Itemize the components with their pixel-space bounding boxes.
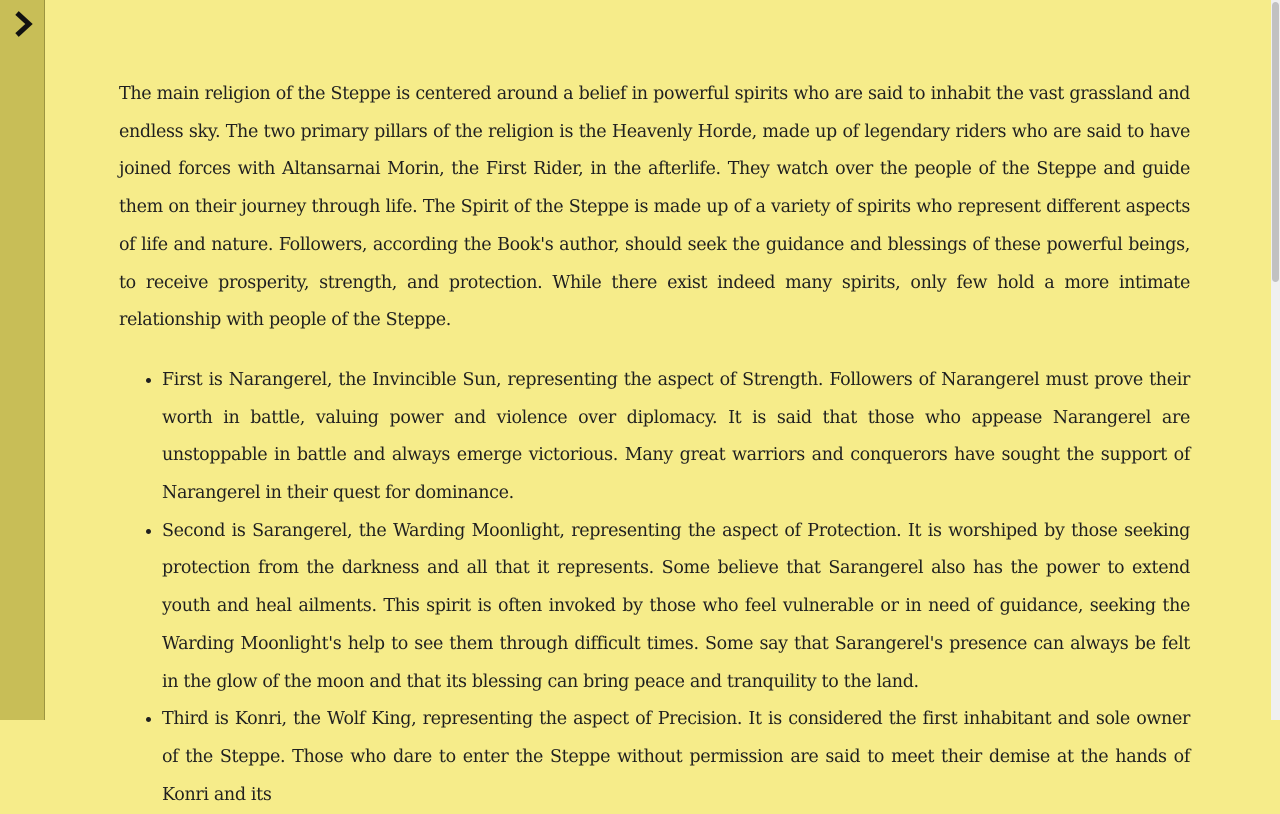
vertical-scrollbar[interactable] bbox=[1271, 0, 1280, 720]
intro-paragraph: The main religion of the Steppe is centered around a belief in powerful spirits who are said to inhabit the vast grassland and endless sky. The two primary pillars of the religion is the Heavenly Horde, made up of legendary riders who are said to have joined forces with Altansarnai Morin, the First Rider, in the afterlife. They watch over the people of the Steppe and guide them on their journey through life. The Spirit of the Steppe is made up of a variety of spirits who represent different aspects of life and nature. Followers, according the Book's author, should seek the guidance and blessings of these powerful beings, to receive prosperity, strength, and protection. While there exist indeed many spirits, only few hold a more intimate relationship with people of the Steppe. bbox=[119, 84, 1190, 331]
sidebar-toggle-button[interactable] bbox=[12, 10, 36, 38]
list-item: • Third is Konri, the Wolf King, representing the aspect of Precision. It is considered the first inhabitant and sole owner of the Steppe. Those who dare to enter the Steppe without permission are said to meet their demise at the hands of Konri and its bbox=[162, 701, 1190, 814]
spirits-list bbox=[119, 362, 1190, 814]
list-item: • Second is Sarangerel, the Warding Moonlight, representing the aspect of Protection. It is worshiped by those seeking protection from the darkness and all that it represents. Some believe that Sarangerel also has the power to extend youth and heal ailments. This spirit is often invoked by those who feel vulnerable or in need of guidance, seeking the Warding Moonlight's help to see them through difficult times. Some say that Sarangerel's presence can always be felt in the glow of the moon and that its blessing can bring peace and tranquility to the land. bbox=[162, 513, 1190, 702]
main-content bbox=[45, 0, 1271, 805]
chevron-right-icon bbox=[12, 10, 36, 38]
scrollbar-thumb[interactable] bbox=[1272, 2, 1279, 282]
sidebar bbox=[0, 0, 45, 720]
article bbox=[119, 76, 1190, 814]
list-item: • First is Narangerel, the Invincible Sun, representing the aspect of Strength. Followers of Narangerel must prove their worth in battle, valuing power and violence over diplomacy. It is said that those who appease Narangerel are unstoppable in battle and always emerge victorious. Many great warriors and conquerors have sought the support of Narangerel in their quest for dominance. bbox=[162, 362, 1190, 513]
